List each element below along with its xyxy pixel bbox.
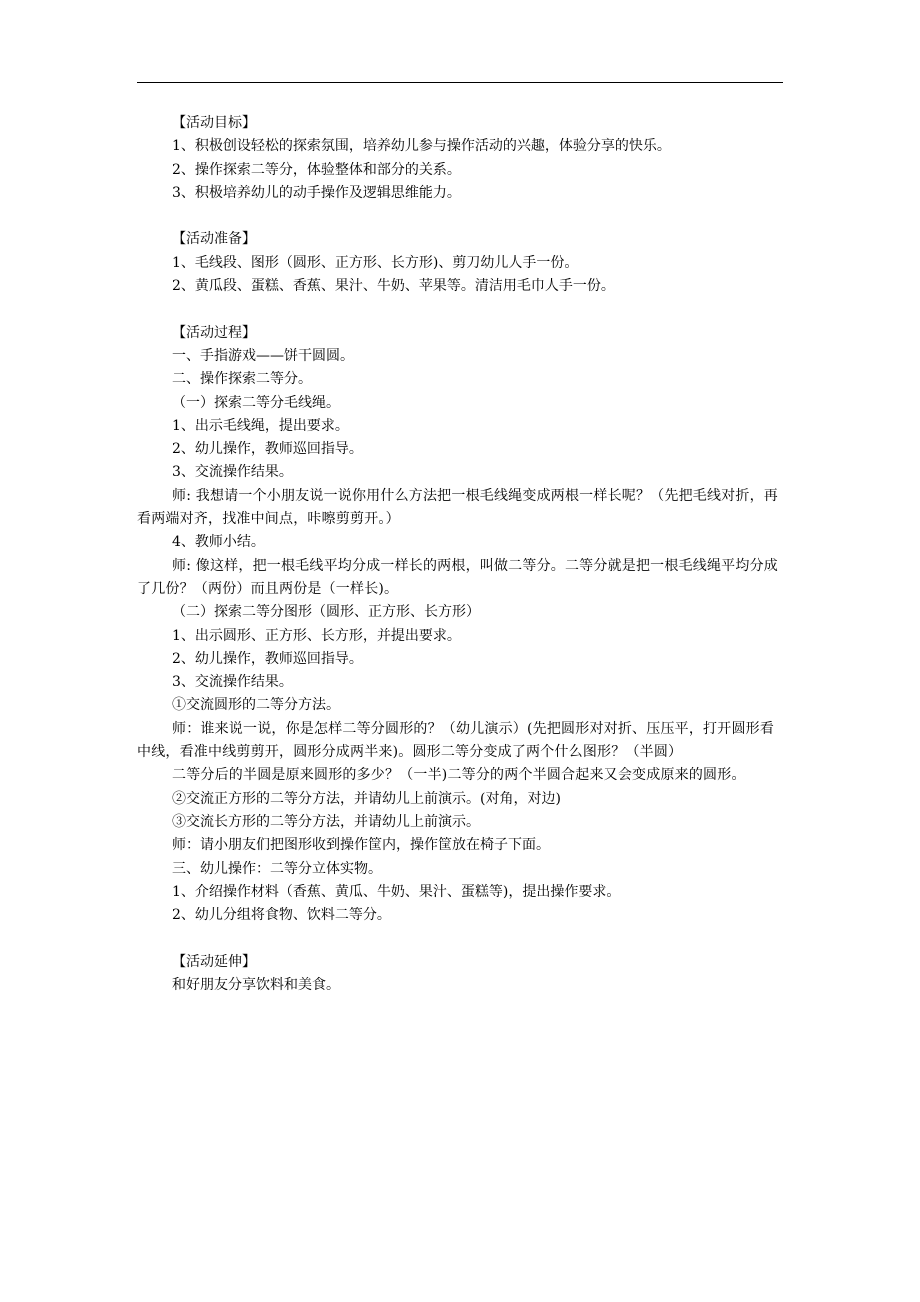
process-line: 2、幼儿操作，教师巡回指导。 xyxy=(172,650,363,667)
process-line: 4、教师小结。 xyxy=(172,534,265,551)
teacher-dialogue: 师: 我想请一个小朋友说一说你用什么方法把一根毛线绳变成两根一样长呢？（先把毛线对折，再看两端对齐，找准中间点，咔嚓剪剪开。） xyxy=(137,487,778,528)
process-line: 3、交流操作结果。 xyxy=(172,674,293,691)
process-line: ①交流圆形的二等分方法。 xyxy=(172,697,340,714)
teacher-dialogue: 师：谁来说一说，你是怎样二等分圆形的？（幼儿演示）(先把圆形对对折、压压平，打开圆形看中线，看准中线剪剪开，圆形分成两半来)。圆形二等分变成了两个什么图形？（半圆） xyxy=(137,720,775,761)
section-heading: 【活动延伸】 xyxy=(172,953,256,970)
process-line: 1、出示圆形、正方形、长方形，并提出要求。 xyxy=(172,627,461,644)
section-heading: 【活动目标】 xyxy=(172,115,256,131)
process-line: 一、手指游戏——饼干圆圆。 xyxy=(172,347,354,364)
extension-line: 和好朋友分享饮料和美食。 xyxy=(172,976,340,993)
section-activity-process xyxy=(137,322,784,928)
process-line: （一）探索二等分毛线绳。 xyxy=(172,394,340,411)
teacher-dialogue: 师：请小朋友们把图形收到操作筐内，操作筐放在椅子下面。 xyxy=(172,837,550,854)
process-line: 1、介绍操作材料（香蕉、黄瓜、牛奶、果汁、蛋糕等)，提出操作要求。 xyxy=(172,883,621,900)
section-activity-goals xyxy=(172,112,784,205)
preparation-line: 2、黄瓜段、蛋糕、香蕉、果汁、牛奶、苹果等。清洁用毛巾人手一份。 xyxy=(172,278,615,295)
document-body xyxy=(137,112,784,1021)
goal-line: 1、积极创设轻松的探索氛围，培养幼儿参与操作活动的兴趣，体验分享的快乐。 xyxy=(172,138,671,155)
process-line: 1、出示毛线绳，提出要求。 xyxy=(172,417,349,434)
section-heading: 【活动准备】 xyxy=(172,231,256,248)
process-line: 三、幼儿操作：二等分立体实物。 xyxy=(172,860,382,877)
header-rule xyxy=(137,82,783,83)
section-activity-preparation xyxy=(172,228,784,298)
teacher-dialogue: 师: 像这样，把一根毛线平均分成一样长的两根，叫做二等分。二等分就是把一根毛线绳平均分成了几份？（两份）而且两份是（一样长)。 xyxy=(137,557,778,597)
section-heading: 【活动过程】 xyxy=(172,324,256,341)
process-line: ③交流长方形的二等分方法，并请幼儿上前演示。 xyxy=(172,813,480,830)
goal-line: 3、积极培养幼儿的动手操作及逻辑思维能力。 xyxy=(172,184,461,201)
process-line: 2、幼儿分组将食物、饮料二等分。 xyxy=(172,907,391,924)
section-activity-extension xyxy=(172,951,784,998)
process-line: 2、幼儿操作，教师巡回指导。 xyxy=(172,441,363,458)
process-paragraph: 二等分后的半圆是原来圆形的多少？（一半)二等分的两个半圆合起来又会变成原来的圆形。 xyxy=(172,767,746,784)
process-line: 3、交流操作结果。 xyxy=(172,464,293,481)
preparation-line: 1、毛线段、图形（圆形、正方形、长方形)、剪刀幼儿人手一份。 xyxy=(172,254,579,271)
goal-line: 2、操作探索二等分，体验整体和部分的关系。 xyxy=(172,161,461,178)
process-line: ②交流正方形的二等分方法，并请幼儿上前演示。(对角，对边) xyxy=(172,790,561,807)
process-line: 二、操作探索二等分。 xyxy=(172,371,312,388)
process-line: （二）探索二等分图形（圆形、正方形、长方形） xyxy=(172,604,480,621)
